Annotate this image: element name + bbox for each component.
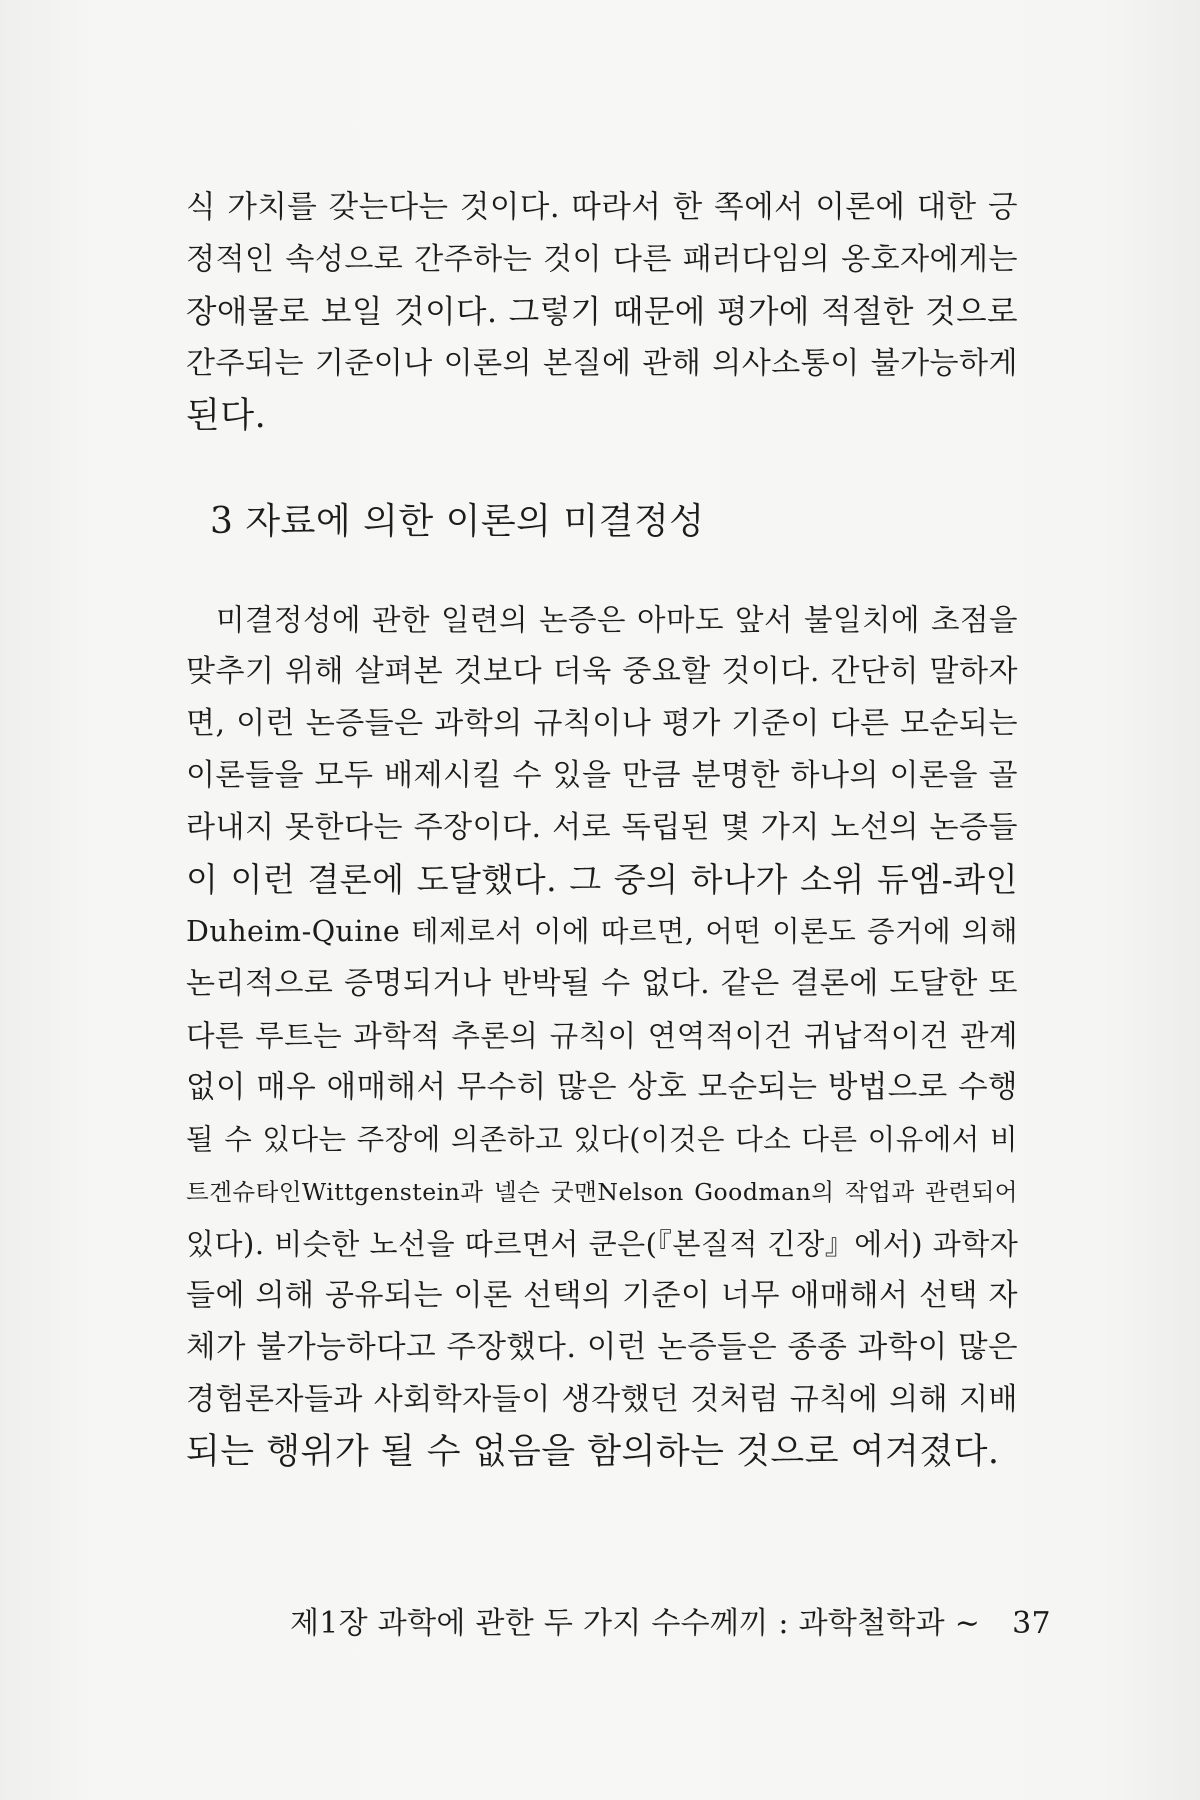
- text-line: 다른 루트는 과학적 추론의 규칙이 연역적이건 귀납적이건 관계: [186, 1019, 1018, 1053]
- text-line: 논리적으로 증명되거나 반박될 수 없다. 같은 결론에 도달한 또: [186, 966, 1018, 1001]
- text-line: 되는 행위가 될 수 없음을 함의하는 것으로 여겨졌다.: [186, 1432, 1000, 1472]
- text-line: 이 이런 결론에 도달했다. 그 중의 하나가 소위 듀엠-콰인: [186, 860, 1018, 899]
- text-line: 이론들을 모두 배제시킬 수 있을 만큼 분명한 하나의 이론을 골: [186, 758, 1018, 793]
- text-line: 들에 의해 공유되는 이론 선택의 기준이 너무 애매해서 선택 자: [186, 1278, 1018, 1313]
- text-line: 된다.: [186, 396, 267, 436]
- text-line: 체가 불가능하다고 주장했다. 이런 논증들은 종종 과학이 많은: [186, 1330, 1018, 1365]
- text-line: 없이 매우 애매해서 무수히 많은 상호 모순되는 방법으로 수행: [186, 1070, 1018, 1105]
- text-line: 면, 이런 논증들은 과학의 규칙이나 평가 기준이 다른 모순되는: [186, 706, 1018, 741]
- text-line: 장애물로 보일 것이다. 그렇기 때문에 평가에 적절한 것으로: [186, 294, 1018, 330]
- page-number: 37: [1012, 1606, 1051, 1641]
- text-line: 트겐슈타인Wittgenstein과 넬슨 굿맨Nelson Goodman의 작업과 관련되어: [186, 1178, 1018, 1206]
- text-line: 라내지 못한다는 주장이다. 서로 독립된 몇 가지 노선의 논증들: [186, 810, 1018, 845]
- text-line: 정적인 속성으로 간주하는 것이 다른 패러다임의 옹호자에게는: [186, 242, 1018, 277]
- running-footer: [290, 1604, 1051, 1644]
- text-line: 될 수 있다는 주장에 의존하고 있다(이것은 다소 다른 이유에서 비: [186, 1123, 1018, 1156]
- text-line: 식 가치를 갖는다는 것이다. 따라서 한 쪽에서 이론에 대한 긍: [186, 190, 1018, 225]
- section-heading: 3 자료에 의한 이론의 미결정성: [210, 501, 705, 542]
- running-title: 제1장 과학에 관한 두 가지 수수께끼 : 과학철학과 ∼: [290, 1606, 981, 1641]
- text-line: 있다). 비슷한 노선을 따르면서 쿤은(『본질적 긴장』에서) 과학자: [186, 1227, 1019, 1261]
- text-line: 맞추기 위해 살펴본 것보다 더욱 중요할 것이다. 간단히 말하자: [186, 654, 1018, 689]
- text-line: 간주되는 기준이나 이론의 본질에 관해 의사소통이 불가능하게: [186, 346, 1018, 381]
- text-line: 경험론자들과 사회학자들이 생각했던 것처럼 규칙에 의해 지배: [186, 1382, 1018, 1417]
- text-line: Duheim-Quine 테제로서 이에 따르면, 어떤 이론도 증거에 의해: [186, 915, 1018, 948]
- text-line: 미결정성에 관한 일련의 논증은 아마도 앞서 불일치에 초점을: [216, 603, 1018, 637]
